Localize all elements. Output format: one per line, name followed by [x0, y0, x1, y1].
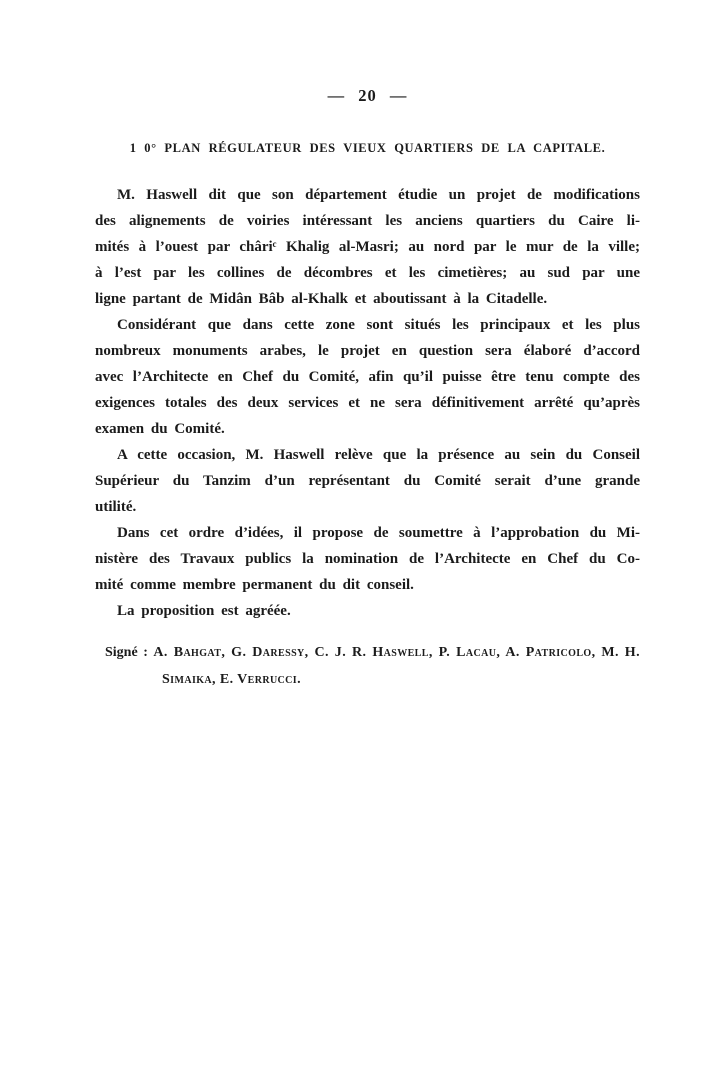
body-text — [95, 182, 640, 624]
page-number: — 20 — — [327, 86, 408, 105]
signature-line-2: Simaika, E. Verrucci. — [162, 672, 301, 687]
body-line: Supérieur du Tanzim d’un représentant du Comité serait d’une grande — [95, 473, 640, 489]
signature-names: A. Bahgat, G. Daressy, C. J. R. Haswell, P. Lacau, A. Patricolo, M. H. — [153, 645, 640, 660]
body-line: M. Haswell dit que son département étudie un projet de modifications — [117, 187, 640, 203]
text-column — [95, 86, 640, 693]
body-line: nistère des Travaux publics la nomination de l’Architecte en Chef du Co- — [95, 551, 640, 567]
body-line: ligne partant de Midân Bâb al-Khalk et aboutissant à la Citadelle. — [95, 291, 548, 307]
body-line: Dans cet ordre d’idées, il propose de soumettre à l’approbation du Mi- — [117, 525, 640, 541]
body-line: utilité. — [95, 499, 137, 515]
section-heading: 1 0° PLAN RÉGULATEUR DES VIEUX QUARTIERS DE LA CAPITALE. — [129, 141, 606, 155]
body-line: nombreux monuments arabes, le projet en question sera élaboré d’accord — [95, 343, 640, 359]
paragraph — [95, 182, 640, 312]
signature-line-1 — [105, 639, 640, 666]
paragraph — [95, 520, 640, 598]
body-line: mités à l’ouest par châriᶜ Khalig al-Masri; au nord par le mur de la ville; — [95, 239, 640, 255]
body-line: exigences totales des deux services et ne sera définitivement arrêté qu’après — [95, 395, 640, 411]
body-line: A cette occasion, M. Haswell relève que la présence au sein du Conseil — [117, 447, 640, 463]
body-line: des alignements de voiries intéressant les anciens quartiers du Caire li- — [95, 213, 640, 229]
body-line: avec l’Architecte en Chef du Comité, afin qu’il puisse être tenu compte des — [95, 369, 640, 385]
body-line: Considérant que dans cette zone sont situés les principaux et les plus — [117, 317, 640, 333]
paragraph — [95, 442, 640, 520]
body-line: examen du Comité. — [95, 421, 225, 437]
signature-label: Signé : — [105, 645, 148, 660]
signature-block — [95, 639, 640, 693]
body-line: mité comme membre permanent du dit conseil. — [95, 577, 414, 593]
body-line: à l’est par les collines de décombres et les cimetières; au sud par une — [95, 265, 640, 281]
paragraph — [95, 312, 640, 442]
paragraph — [95, 598, 640, 624]
body-line: La proposition est agréée. — [117, 603, 291, 619]
